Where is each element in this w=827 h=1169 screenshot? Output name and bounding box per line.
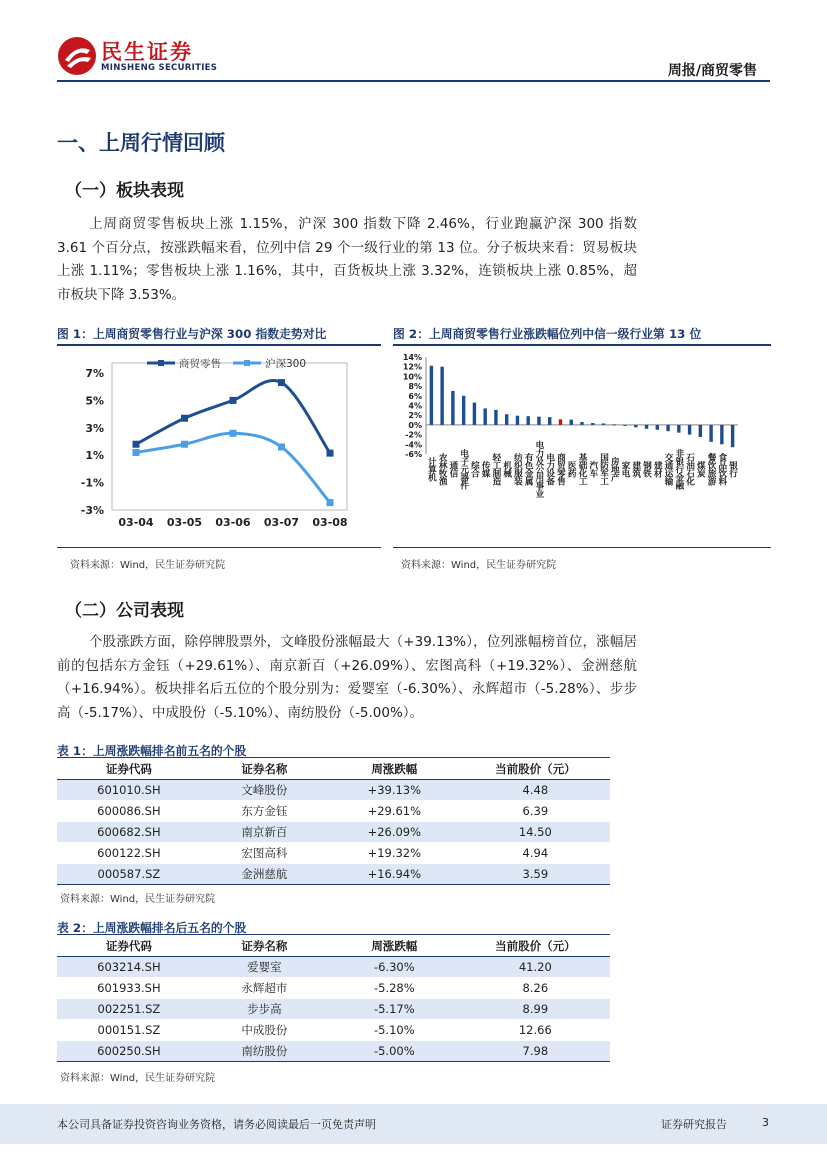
bar [645, 425, 648, 429]
y-tick-label: 2% [408, 411, 422, 421]
cell-name: 宏图高科 [201, 843, 328, 864]
cell-change: +19.32% [328, 843, 461, 864]
cell-change: +39.13% [328, 780, 461, 801]
bar [483, 408, 486, 424]
subsection-title-sector: （一）板块表现 [65, 181, 184, 201]
page-number: 3 [762, 1116, 769, 1129]
y-tick-label: 12% [402, 362, 422, 372]
bar [709, 425, 712, 442]
cell-change: -5.00% [328, 1041, 461, 1062]
company-logo [57, 36, 247, 80]
category-label: 交通运输 [663, 452, 674, 486]
cell-name: 南纺股份 [201, 1041, 328, 1062]
table-row [57, 999, 610, 1020]
legend-marker [158, 360, 164, 366]
col-header-change: 周涨跌幅 [328, 758, 461, 780]
y-tick-label: 3% [85, 421, 104, 435]
bar [505, 414, 508, 425]
cell-change: -6.30% [328, 957, 461, 978]
cell-change: -5.28% [328, 978, 461, 999]
cell-code: 002251.SZ [57, 999, 201, 1020]
bar [462, 396, 465, 425]
category-label: 银行 [727, 460, 738, 478]
col-header-name: 证券名称 [201, 758, 328, 780]
cell-change: -5.10% [328, 1020, 461, 1041]
cell-change: +29.61% [328, 801, 461, 822]
table-row [57, 978, 610, 999]
cell-code: 601010.SH [57, 780, 201, 801]
category-label: 综合 [469, 460, 480, 478]
cell-name: 爱婴室 [201, 957, 328, 978]
col-header-change: 周涨跌幅 [328, 935, 461, 957]
cell-price: 12.66 [461, 1020, 610, 1041]
bar [688, 425, 691, 435]
category-label: 纺织服装 [512, 452, 523, 486]
cell-code: 601933.SH [57, 978, 201, 999]
cell-name: 中成股份 [201, 1020, 328, 1041]
legend-marker [244, 360, 250, 366]
cell-price: 6.39 [461, 801, 610, 822]
category-label: 电力设备 [544, 452, 555, 486]
table2-title: 表 2：上周涨跌幅排名后五名的个股 [57, 921, 247, 935]
x-tick-label: 03-08 [312, 516, 348, 529]
y-tick-label: 14% [402, 353, 422, 362]
col-header-price: 当前股价（元） [461, 758, 610, 780]
bar [430, 366, 433, 425]
y-tick-label: 8% [408, 382, 422, 392]
page-footer [0, 1104, 827, 1144]
data-point [181, 441, 188, 448]
y-tick-label: 1% [85, 449, 104, 463]
category-label: 建材 [652, 460, 663, 478]
data-point [327, 450, 334, 457]
y-tick-label: 5% [85, 394, 104, 408]
bar [666, 425, 669, 431]
bar [634, 425, 637, 427]
bar [537, 417, 540, 425]
data-point [181, 415, 188, 422]
cell-name: 南京新百 [201, 822, 328, 843]
y-tick-label: 7% [85, 367, 104, 380]
y-tick-label: -6% [405, 450, 422, 459]
bar [580, 422, 583, 425]
category-label: 电力及公用事业 [533, 440, 544, 498]
y-tick-label: 0% [408, 420, 422, 430]
y-tick-label: -4% [405, 440, 422, 450]
logo-english-name: MINSHENG SECURITIES [101, 63, 218, 73]
data-point [133, 449, 140, 456]
table-row [57, 957, 610, 978]
data-point [230, 430, 237, 437]
category-label: 石油石化 [684, 452, 695, 486]
category-label: 钢铁 [641, 460, 652, 478]
cell-code: 600086.SH [57, 801, 201, 822]
category-label: 基础化工 [577, 452, 587, 486]
table-row [57, 864, 610, 885]
cell-name: 东方金钰 [201, 801, 328, 822]
category-label: 餐饮旅游 [706, 452, 717, 486]
bar [516, 416, 519, 425]
bar [570, 420, 573, 425]
cell-code: 000587.SZ [57, 864, 201, 885]
table-row [57, 801, 610, 822]
category-label: 食品饮料 [716, 452, 727, 486]
bar [559, 419, 562, 425]
bar [440, 367, 443, 425]
category-label: 电子元器件 [458, 448, 469, 490]
category-label: 非银行金融 [673, 448, 684, 490]
minsheng-logo-icon [57, 36, 97, 76]
subsection-title-company: （二）公司表现 [65, 601, 184, 621]
data-point [327, 499, 334, 506]
line-chart [57, 346, 381, 546]
figure2-bottom-rule [393, 547, 771, 548]
table-row [57, 1020, 610, 1041]
category-label: 计算机 [426, 456, 437, 482]
cell-code: 600250.SH [57, 1041, 201, 1062]
bar [548, 417, 551, 425]
series-line [136, 433, 330, 502]
bar [613, 424, 616, 425]
bar [527, 416, 530, 425]
category-label: 家电 [620, 460, 631, 478]
table-header-row [57, 758, 610, 780]
legend-label: 商贸零售 [179, 358, 221, 370]
category-label: 有色金属 [523, 452, 534, 486]
table-header-row [57, 935, 610, 957]
cell-price: 7.98 [461, 1041, 610, 1062]
col-header-code: 证券代码 [57, 935, 201, 957]
sector-paragraph: 上周商贸零售板块上涨 1.15%，沪深 300 指数下降 2.46%，行业跑赢沪深 300 指数 3.61 个百分点，按涨跌幅来看，位列中信 29 个一级行业的第 13 位。分子板块来看：贸易板块上涨 1.11%；零售板块上涨 1.16%，其中，百货板块上涨 3.32%，连锁板块上涨 0.85%，超市板块下降 3.53%。 [57, 216, 637, 303]
bar-chart [393, 346, 771, 546]
cell-price: 14.50 [461, 822, 610, 843]
legend-label: 沪深300 [265, 358, 307, 370]
bar [591, 423, 594, 425]
bar [494, 410, 497, 425]
category-label: 煤炭 [695, 460, 706, 478]
category-label: 医药 [566, 460, 577, 478]
bar [731, 425, 734, 447]
figure2-source: 资料来源：Wind，民生证券研究院 [401, 560, 557, 571]
cell-code: 000151.SZ [57, 1020, 201, 1041]
table-row [57, 780, 610, 801]
figure1-source: 资料来源：Wind，民生证券研究院 [70, 560, 226, 571]
bar [451, 391, 454, 425]
bar [473, 403, 476, 425]
col-header-code: 证券代码 [57, 758, 201, 780]
table-row [57, 843, 610, 864]
data-point [278, 379, 285, 386]
category-label: 房地产 [609, 456, 620, 482]
company-paragraph: 个股涨跌方面，除停牌股票外，文峰股份涨幅最大（+39.13%），位列涨幅榜首位，涨幅居前的包括东方金钰（+29.61%）、南京新百（+26.09%）、宏图高科（+19.32%）、金洲慈航（+16.94%）。板块排名后五位的个股分别为：爱婴室（-6.30%）、永辉超市（-5.28%）、步步高（-5.17%）、中成股份（-5.10%）、南纺股份（-5.00%）。 [57, 634, 637, 721]
x-tick-label: 03-06 [215, 516, 251, 529]
cell-price: 8.99 [461, 999, 610, 1020]
cell-name: 金洲慈航 [201, 864, 328, 885]
bar [623, 425, 626, 426]
data-point [230, 397, 237, 404]
cell-change: +16.94% [328, 864, 461, 885]
category-label: 传媒 [480, 460, 491, 478]
y-tick-label: -1% [80, 476, 104, 490]
category-label: 商贸零售 [555, 452, 566, 486]
cell-price: 4.48 [461, 780, 610, 801]
figure1-bottom-rule [57, 547, 381, 548]
cell-code: 603214.SH [57, 957, 201, 978]
cell-change: +26.09% [328, 822, 461, 843]
cell-price: 4.94 [461, 843, 610, 864]
y-tick-label: -3% [80, 504, 104, 517]
data-point [278, 443, 285, 450]
cell-name: 步步高 [201, 999, 328, 1020]
cell-code: 600122.SH [57, 843, 201, 864]
category-label: 建筑 [630, 460, 641, 478]
figure2-title: 图 2：上周商贸零售行业涨跌幅位列中信一级行业第 13 位 [393, 327, 702, 341]
y-tick-label: 6% [408, 391, 422, 401]
table2-source: 资料来源：Wind，民生证券研究院 [60, 1073, 216, 1084]
table1-source: 资料来源：Wind，民生证券研究院 [60, 894, 216, 905]
y-tick-label: -2% [405, 430, 422, 440]
x-tick-label: 03-05 [166, 516, 203, 529]
data-point [133, 441, 140, 448]
y-tick-label: 10% [402, 372, 422, 382]
cell-price: 8.26 [461, 978, 610, 999]
footer-report-label: 证券研究报告 [661, 1118, 727, 1131]
category-label: 通信 [447, 460, 458, 478]
cell-price: 41.20 [461, 957, 610, 978]
footer-disclaimer: 本公司具备证券投资咨询业务资格，请务必阅读最后一页免责声明 [57, 1118, 376, 1131]
cell-code: 600682.SH [57, 822, 201, 843]
category-label: 国防军工 [598, 452, 609, 486]
bar [699, 425, 702, 437]
col-header-name: 证券名称 [201, 935, 328, 957]
cell-name: 永辉超市 [201, 978, 328, 999]
category-label: 机械 [501, 460, 512, 478]
x-tick-label: 03-04 [118, 516, 154, 529]
bar [720, 425, 723, 444]
series-line [136, 380, 330, 453]
x-tick-label: 03-07 [263, 516, 300, 529]
cell-price: 3.59 [461, 864, 610, 885]
table-row [57, 1041, 610, 1062]
y-tick-label: 4% [408, 401, 422, 411]
category-label: 轻工制造 [490, 452, 501, 486]
table1-title: 表 1：上周涨跌幅排名前五名的个股 [57, 744, 247, 758]
bar [677, 425, 680, 433]
category-label: 农林牧渔 [437, 452, 448, 486]
table-row [57, 822, 610, 843]
bar [602, 423, 605, 424]
col-header-price: 当前股价（元） [461, 935, 610, 957]
bar [656, 425, 659, 430]
top-gainers-table [57, 757, 610, 885]
top-losers-table [57, 934, 610, 1062]
cell-name: 文峰股份 [201, 780, 328, 801]
cell-change: -5.17% [328, 999, 461, 1020]
category-label: 汽车 [587, 460, 598, 478]
section-title: 一、上周行情回顾 [57, 131, 225, 155]
header-divider [57, 80, 770, 82]
logo-chinese-name: 民生证券 [101, 40, 193, 64]
report-type: 周报/商贸零售 [667, 63, 757, 79]
figure1-title: 图 1：上周商贸零售行业与沪深 300 指数走势对比 [57, 327, 327, 341]
